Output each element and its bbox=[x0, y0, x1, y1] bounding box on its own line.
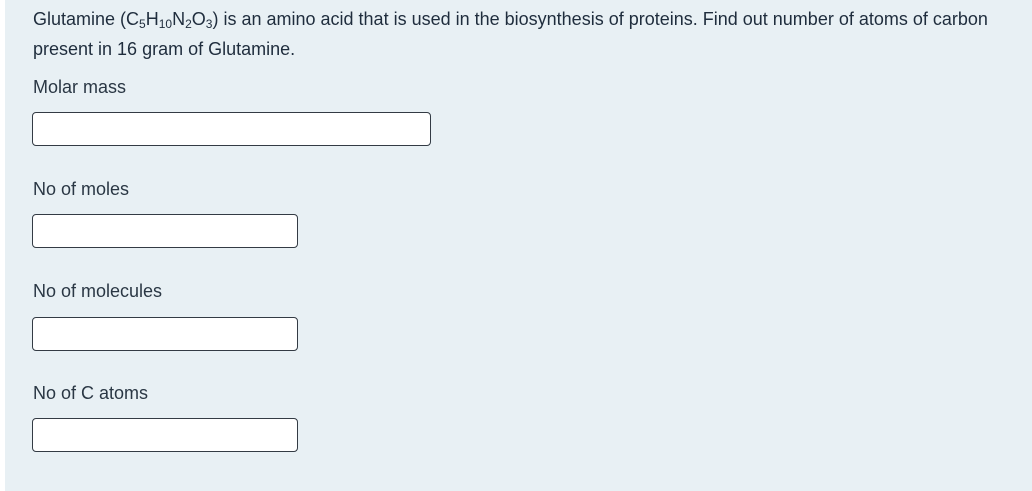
molar-mass-label: Molar mass bbox=[33, 77, 127, 97]
question-text: Glutamine $(C_5H_{10}N_2O_3)$ is an amino acid that is used in the biosynthesis of proteins. Find out number of atoms of carbon present in 16 gram of Glutamine. bbox=[33, 9, 988, 59]
molar-mass-input[interactable] bbox=[32, 112, 431, 146]
molecules-label: No of molecules bbox=[33, 281, 163, 301]
formula-count-h: 10 bbox=[158, 17, 173, 31]
formula-element-h: H bbox=[145, 9, 159, 29]
formula-count-c: 5 bbox=[139, 17, 146, 31]
carbon-atoms-input[interactable] bbox=[32, 418, 298, 452]
moles-input[interactable] bbox=[32, 214, 298, 248]
question-body: ) is an amino acid that is used in the biosynthesis of proteins. Find out number of atoms of carbon present in 16 gram of Glutamine. bbox=[33, 9, 988, 59]
formula-element-n: N bbox=[172, 9, 186, 29]
compound-name: Glutamine bbox=[33, 9, 116, 29]
formula-element-o: O bbox=[191, 9, 206, 29]
molecules-input[interactable] bbox=[32, 317, 298, 351]
carbon-atoms-label: No of C atoms bbox=[33, 383, 149, 403]
formula-count-n: 2 bbox=[185, 17, 192, 31]
moles-label: No of moles bbox=[33, 179, 130, 199]
formula bbox=[126, 9, 212, 29]
formula-count-o: 3 bbox=[205, 17, 213, 31]
formula-element-c: C bbox=[126, 9, 140, 29]
